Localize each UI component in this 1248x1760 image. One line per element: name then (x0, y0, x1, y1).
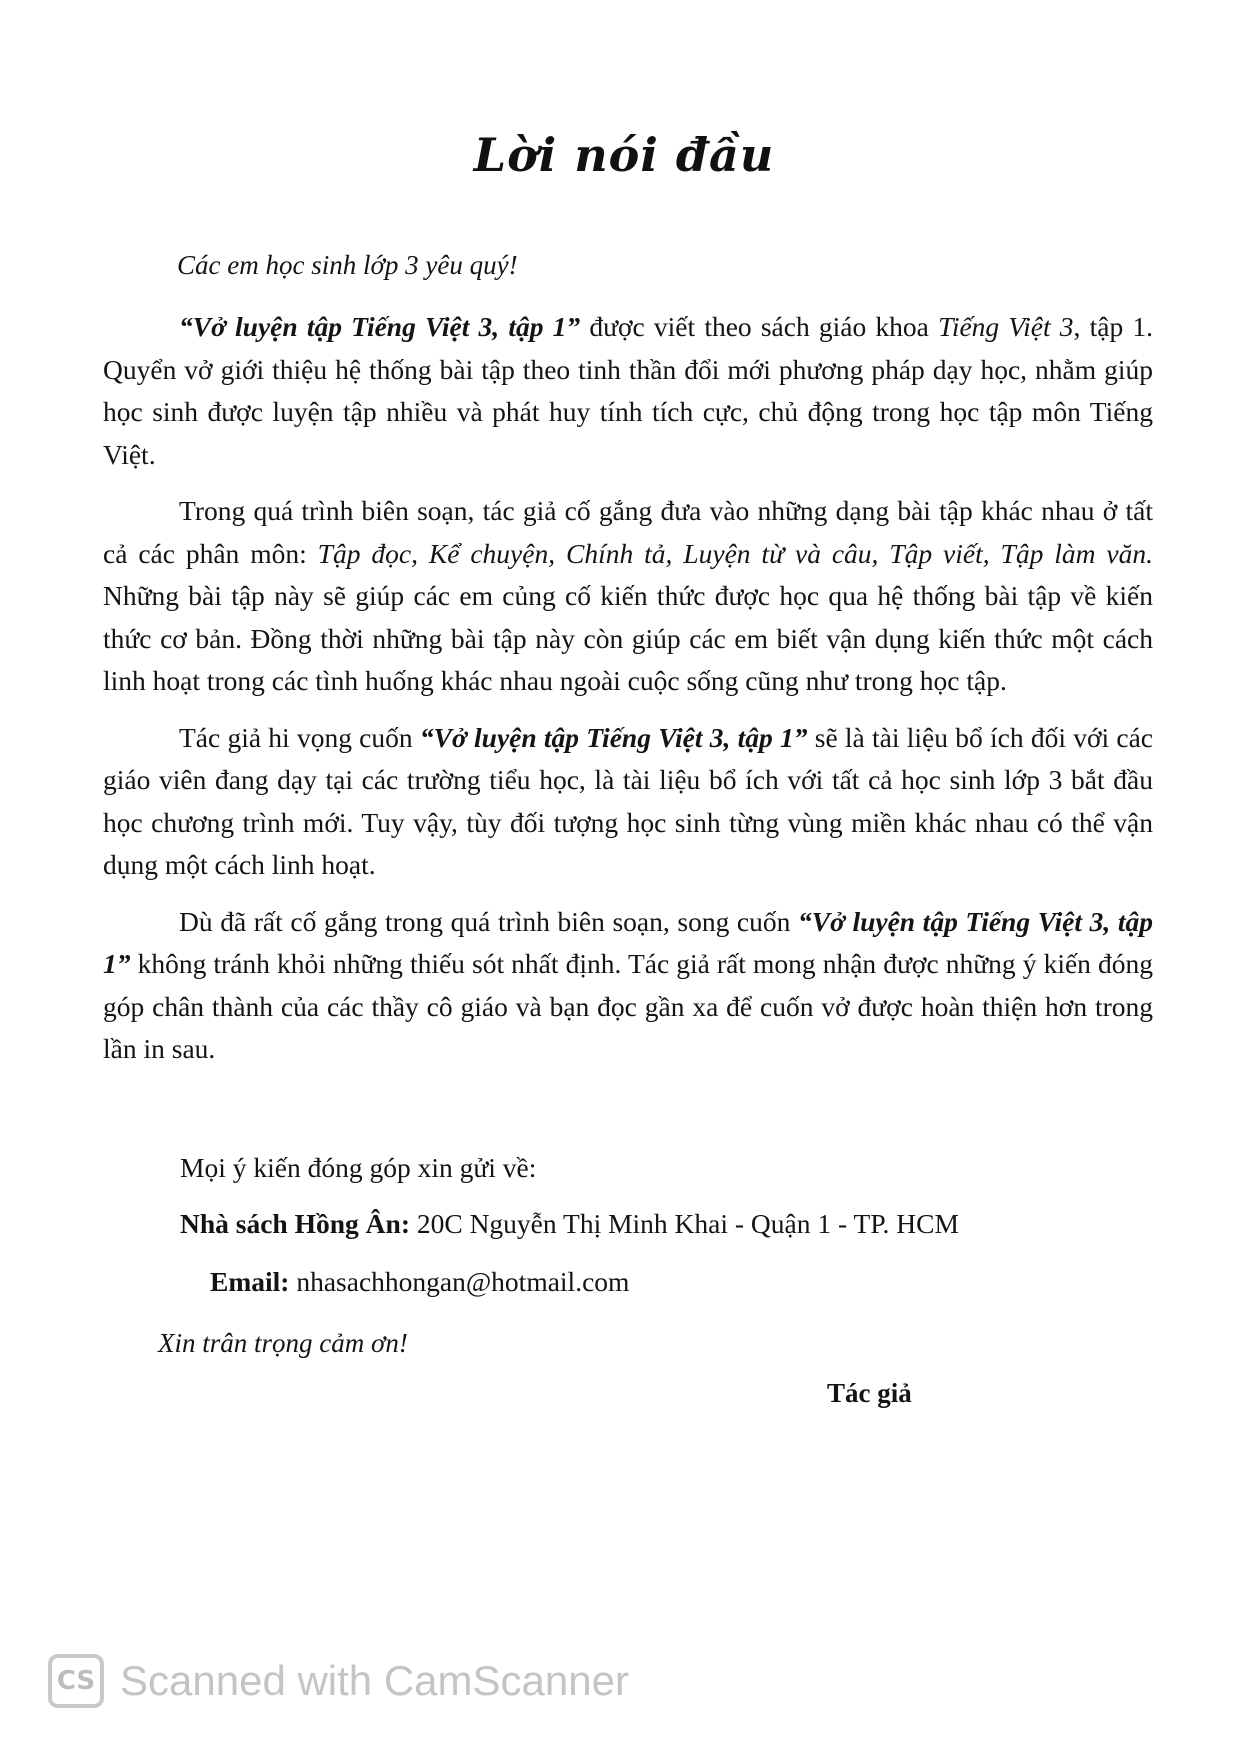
book-title: “Vở luyện tập Tiếng Việt 3, tập 1” (179, 311, 581, 342)
paragraph-4 (103, 901, 1153, 1071)
publisher-line (180, 1208, 959, 1240)
book-title: “Vở luyện tập Tiếng Việt 3, tập 1” (419, 721, 808, 753)
paragraph-text: sẽ là tài liệu bổ ích đối với các giáo viên đang dạy tại các trường tiểu học, là tài liệu bổ ích với tất cả học sinh lớp 3 bắt đầu học chương trình mới. Tuy vậy, tùy đối tượng học sinh từng vùng miền khác nhau có thể vận dụng một cách linh hoạt. (103, 721, 1154, 880)
paragraph-text: Tác giả hi vọng cuốn (179, 721, 420, 753)
greeting: Các em học sinh lớp 3 yêu quý! (177, 250, 518, 280)
textbook-title: Tiếng Việt 3 (938, 311, 1074, 342)
email-address: nhasachhongan@hotmail.com (289, 1266, 630, 1297)
page-title: Lời nói đầu (473, 128, 775, 182)
watermark-text: Scanned with CamScanner (120, 1657, 629, 1704)
paragraph-2 (103, 490, 1153, 703)
camscanner-watermark (48, 1650, 629, 1712)
paragraph-text: Dù đã rất cố gắng trong quá trình biên soạn, song cuốn (179, 905, 798, 937)
paragraph-text: không tránh khỏi những thiếu sót nhất định. Tác giả rất mong nhận được những ý kiến đóng góp chân thành của các thầy cô giáo và bạn đọc gần xa để cuốn vở được hoàn thiện hơn trong lần in sau. (103, 948, 1153, 1064)
email-line (210, 1266, 629, 1298)
paragraph-text: , tập 1. Quyển vở giới thiệu hệ thống bài tập theo tinh thần đổi mới phương pháp dạy học, nhằm giúp học sinh được luyện tập nhiều và phát huy tính tích cực, chủ động trong học tập môn Tiếng Việt. (103, 311, 1154, 470)
closing-line: Xin trân trọng cảm ơn! (158, 1328, 408, 1358)
paragraph-text: Những bài tập này sẽ giúp các em củng cố kiến thức được học qua hệ thống bài tập về kiến thức cơ bản. Đồng thời những bài tập này còn giúp các em biết vận dụng kiến thức một cách linh hoạt trong các tình huống khác nhau ngoài cuộc sống cũng như trong học tập. (103, 580, 1153, 696)
publisher-label: Nhà sách Hồng Ân: (180, 1208, 410, 1239)
author-signature: Tác giả (827, 1378, 912, 1408)
paragraph-text: Trong quá trình biên soạn, tác giả cố gắng đưa vào những dạng bài tập khác nhau ở tất cả các phân môn: (103, 495, 1153, 569)
paragraph-1 (103, 306, 1153, 476)
subject-list: Tập đọc, Kể chuyện, Chính tả, Luyện từ và câu, Tập viết, Tập làm văn. (317, 537, 1153, 569)
paragraph-text: được viết theo sách giáo khoa (580, 311, 939, 342)
document-body (103, 306, 1153, 1085)
contact-intro: Mọi ý kiến đóng góp xin gửi về: (180, 1152, 537, 1183)
paragraph-3 (103, 717, 1153, 887)
book-title: “Vở luyện tập Tiếng Việt 3, tập 1” (103, 905, 1153, 979)
email-label: Email: (210, 1266, 290, 1297)
camscanner-logo-icon: CS (48, 1654, 104, 1708)
publisher-address: 20C Nguyễn Thị Minh Khai - Quận 1 - TP. HCM (409, 1208, 959, 1239)
